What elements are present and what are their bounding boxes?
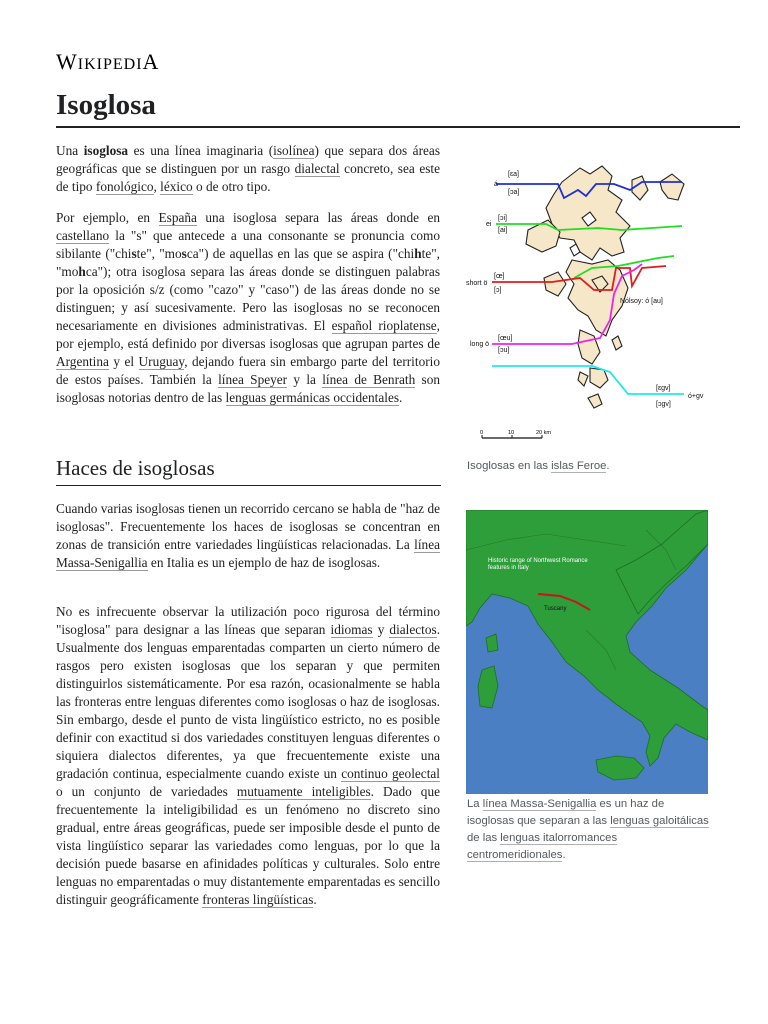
link-lenguas-galoitalicas[interactable]: lenguas galoitálicas (610, 815, 709, 827)
link-lenguas-germanicas[interactable]: lenguas germánicas occidentales (225, 390, 400, 405)
faroe-isogloss-map[interactable] (462, 160, 708, 446)
link-linea-benrath[interactable]: línea de Benrath (322, 372, 416, 387)
scale-bar (480, 430, 551, 438)
link-mutuamente-inteligibles[interactable]: mutuamente inteligibles (236, 784, 371, 799)
scale-0: 0 (480, 430, 484, 436)
label-gv: ó+gv (688, 393, 704, 400)
link-espanol-rioplatense[interactable]: español rioplatense (331, 318, 437, 333)
link-castellano[interactable]: castellano (56, 228, 110, 243)
link-islas-feroe[interactable]: islas Feroe (551, 460, 607, 472)
label-gv-bot: [ɔgv] (656, 401, 671, 408)
label-gv-top: [ɛgv] (656, 385, 671, 392)
usage-paragraph: No es infrecuente observar la utilización poco rigurosa del término "isoglosa" para designar a las líneas que separan idiomas y dialectos. Usualmente dos lenguas emparentadas comparten un cierto número de rasgos pero existen isoglosas que los separan y que permiten distinguirlos sistemáticamente. Por esa razón, ocasionalmente se habla las fronteras entre lenguas diferentes como isoglosas o haz de isoglosas. Sin embargo, desde el punto de vista lingüístico estricto, no es posible definir con exactitud si dos variedades constituyen lenguas diferentes o siquiera dialectos diferentes, ya que frecuentemente existe una gradación continua, especialmente cuando existe un continuo geolectal o un conjunto de variedades mutuamente inteligibles. Dado que frecuentemente la inteligibilidad es un fenómeno no discreto sino gradual, entre áreas geográficas, puede ser imposible desde el punto de vista lingüístico separar las variedades como lenguas, por lo que la decisión puede basarse en afinidades políticas y culturales. Solo entre lenguas no emparentadas o muy distantemente emparentadas es sencillo distinguir geográficamente fronteras lingüísticas. (56, 604, 441, 907)
link-linea-speyer[interactable]: línea Speyer (218, 372, 288, 387)
figure2-caption: La línea Massa-Senigallia es un haz de isoglosas que separan a las lenguas galoitálicas de las lenguas italorromances centromeridionales. (467, 798, 709, 861)
italy-map-title: Historic range of Northwest Romance features in Italy (488, 558, 588, 571)
label-tuscany: Tuscany (544, 606, 567, 612)
link-fonologico[interactable]: fonológico (95, 179, 154, 194)
link-continuo-geolectal[interactable]: continuo geolectal (341, 766, 440, 781)
scale-20: 20 km (536, 430, 551, 436)
label-long-bot: [ɔu] (498, 347, 510, 354)
label-i-top: [ɔi] (498, 215, 507, 222)
link-lenguas-italorromances[interactable]: lenguas italorromances centromeridionales (467, 832, 618, 861)
haces-paragraph: Cuando varias isoglosas tienen un recorrido cercano se habla de "haz de isoglosas". Frecuentemente los haces de isoglosas se concentran en zonas de transición entre variedades lingüísticas relacionadas. La línea Massa-Senigallia en Italia es un ejemplo de haz de isoglosas. (56, 501, 440, 570)
figure1-caption: Isoglosas en las islas Feroe. (467, 460, 610, 472)
scale-10: 10 (508, 430, 515, 436)
example-paragraph: Por ejemplo, en España una isoglosa separa las áreas donde en castellano la "s" que antecede a una consonante se pronuncia como sibilante ("chiste", "mosca") de aquellas en las que se aspira ("chihte", "mohca"); otra isoglosa separa las áreas donde se distinguen palabras por la oposición s/z (como "cazo" y "caso") de las áreas donde no se distinguen; y así sucesivamente. Pero las isoglosas no se reconocen necesariamente en divisiones administrativas. El español rioplatense, por ejemplo, está definido por diversas isoglosas que agrupan partes de Argentina y el Uruguay, dejando fuera sin embargo parte del territorio de estos países. También la línea Speyer y la línea de Benrath son isoglosas notorias dentro de las lenguas germánicas occidentales. (56, 210, 441, 405)
label-long-top: [œu] (498, 335, 513, 342)
link-idiomas[interactable]: idiomas (330, 622, 373, 637)
link-uruguay[interactable]: Uruguay (138, 354, 185, 369)
label-short-bot: [ɔ] (494, 287, 502, 294)
label-nolsoy: Nólsoy: ó [au] (620, 298, 663, 305)
link-massa-senigallia[interactable]: línea Massa-Senigallia (56, 537, 440, 570)
link-argentina[interactable]: Argentina (56, 354, 109, 369)
link-isolinea[interactable]: isolínea (273, 143, 315, 158)
label-a-top: [ɛa] (508, 171, 519, 178)
label-long: long ö (470, 341, 490, 348)
intro-paragraph: Una isoglosa es una línea imaginaria (isolínea) que separa dos áreas geográficas que se distinguen por un rasgo dialectal concreto, sea este de tipo fonológico, léxico o de otro tipo. (56, 143, 440, 194)
wikipedia-wordmark[interactable]: WIKIPEDIA (56, 49, 160, 74)
italy-isogloss-map[interactable] (466, 510, 708, 794)
link-espana[interactable]: España (158, 210, 197, 225)
label-short: short ö (466, 280, 488, 287)
link-dialectal[interactable]: dialectal (294, 161, 340, 176)
label-a-bot: [ɔa] (508, 189, 520, 196)
label-a-mark: á (494, 181, 498, 188)
label-i-mark: ei (486, 221, 492, 228)
section-heading-haces: Haces de isoglosas (56, 454, 441, 486)
link-dialectos[interactable]: dialectos (389, 622, 437, 637)
link-massa-senigallia-caption[interactable]: línea Massa-Senigallia (482, 798, 597, 810)
label-i-bot: [ai] (498, 227, 508, 234)
page-title: Isoglosa (56, 86, 740, 128)
label-short-top: [œ] (494, 273, 505, 280)
link-fronteras-linguisticas[interactable]: fronteras lingüísticas (202, 892, 314, 907)
link-lexico[interactable]: léxico (160, 179, 193, 194)
